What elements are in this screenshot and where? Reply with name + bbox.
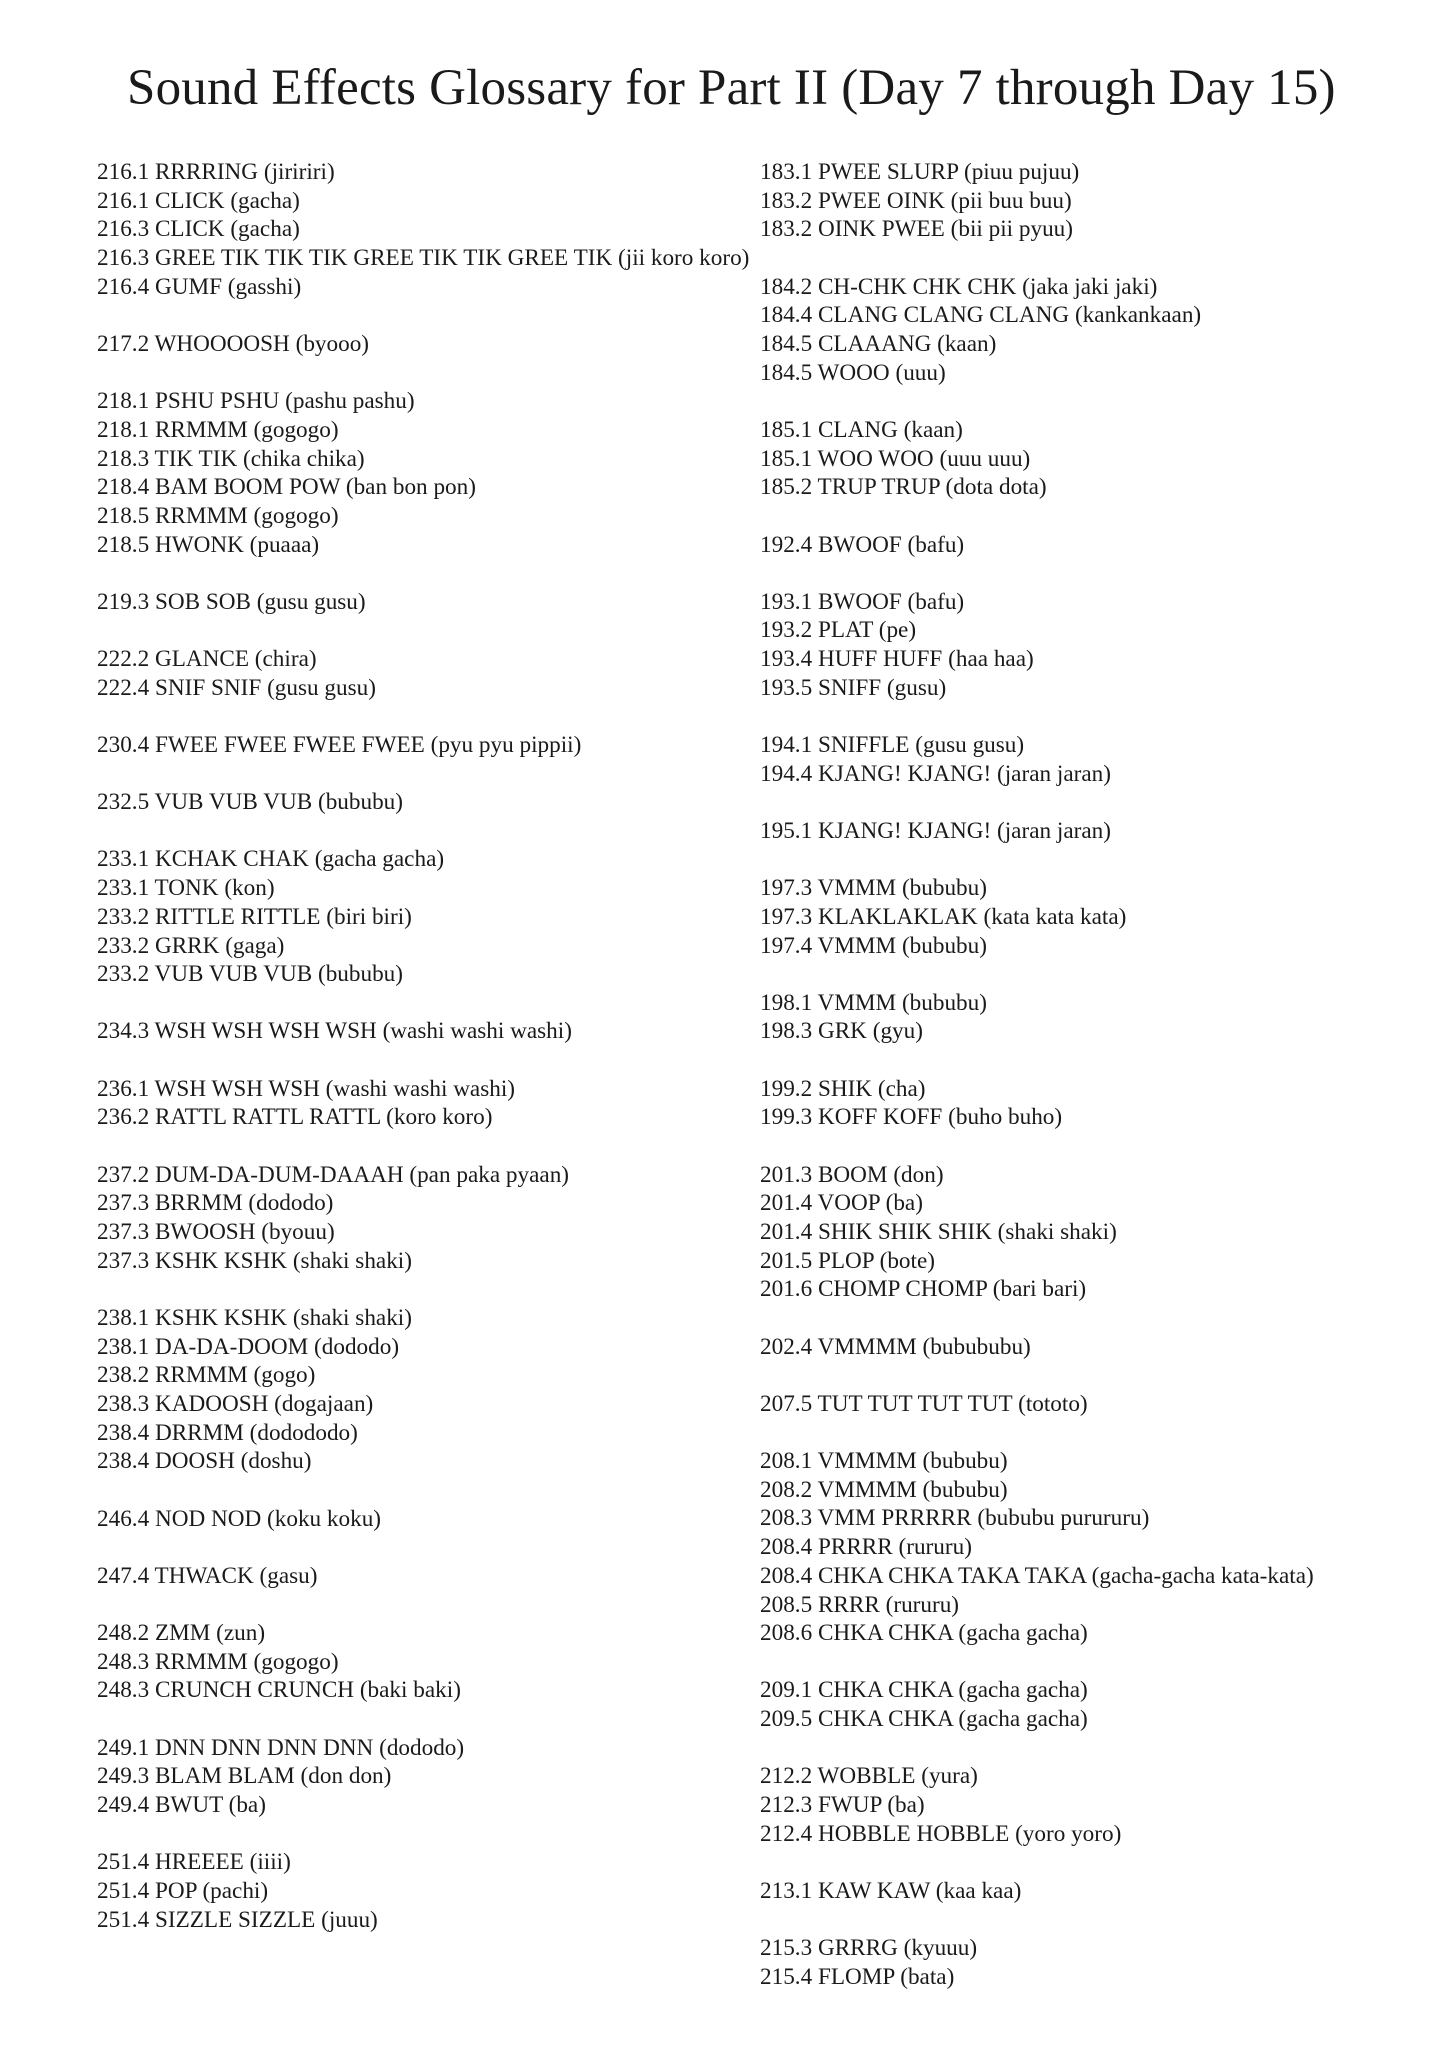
glossary-left-column (97, 158, 750, 1963)
glossary-entry: 233.1 KCHAK CHAK (gacha gacha) (97, 846, 445, 873)
glossary-entry: 184.4 CLANG CLANG CLANG (kankankaan) (760, 302, 1202, 329)
glossary-group (760, 1676, 1440, 1733)
glossary-entry: 232.5 VUB VUB VUB (bububu) (97, 789, 403, 816)
glossary-group (760, 273, 1440, 388)
glossary-group (760, 817, 1440, 846)
glossary-entry: 249.3 BLAM BLAM (don don) (97, 1763, 392, 1790)
glossary-entry: 249.4 BWUT (ba) (97, 1792, 266, 1819)
glossary-group (97, 788, 717, 817)
glossary-entry: 195.1 KJANG! KJANG! (jaran jaran) (760, 817, 1111, 844)
glossary-group (97, 1734, 717, 1820)
glossary-entry: 194.1 SNIFFLE (gusu gusu) (760, 732, 1025, 759)
glossary-entry: 185.1 CLANG (kaan) (760, 416, 963, 443)
glossary-entry: 202.4 VMMMM (bubububu) (760, 1333, 1031, 1360)
glossary-entry: 237.3 BWOOSH (byouu) (97, 1218, 335, 1245)
glossary-group (760, 1333, 1440, 1362)
glossary-entry: 185.1 WOO WOO (uuu uuu) (760, 445, 1031, 472)
glossary-entry: 201.3 BOOM (don) (760, 1161, 944, 1188)
glossary-entry: 216.3 GREE TIK TIK TIK GREE TIK TIK GREE TIK (jii koro koro) (97, 245, 750, 272)
glossary-entry: 199.3 KOFF KOFF (buho buho) (760, 1104, 1063, 1131)
glossary-entry: 247.4 THWACK (gasu) (97, 1562, 318, 1589)
glossary-entry: 208.2 VMMMM (bububu) (760, 1476, 1008, 1503)
glossary-entry: 207.5 TUT TUT TUT TUT (tototo) (760, 1390, 1088, 1417)
glossary-entry: 218.3 TIK TIK (chika chika) (97, 445, 365, 472)
glossary-entry: 184.5 CLAAANG (kaan) (760, 331, 997, 358)
glossary-group (97, 1848, 717, 1934)
glossary-entry: 218.5 HWONK (puaaa) (97, 531, 320, 558)
glossary-entry: 208.6 CHKA CHKA (gacha gacha) (760, 1620, 1088, 1647)
glossary-entry: 234.3 WSH WSH WSH WSH (washi washi washi) (97, 1018, 572, 1045)
glossary-entry: 183.2 OINK PWEE (bii pii pyuu) (760, 216, 1073, 243)
glossary-entry: 201.6 CHOMP CHOMP (bari bari) (760, 1276, 1087, 1303)
glossary-group (97, 1161, 717, 1276)
glossary-entry: 213.1 KAW KAW (kaa kaa) (760, 1877, 1022, 1904)
glossary-group (97, 588, 717, 617)
glossary-entry: 198.1 VMMM (bububu) (760, 989, 987, 1016)
glossary-group (760, 1075, 1440, 1132)
glossary-entry: 248.3 CRUNCH CRUNCH (baki baki) (97, 1677, 461, 1704)
glossary-entry: 193.5 SNIFF (gusu) (760, 674, 947, 701)
glossary-entry: 197.4 VMMM (bububu) (760, 932, 987, 959)
glossary-entry: 212.4 HOBBLE HOBBLE (yoro yoro) (760, 1820, 1122, 1847)
glossary-entry: 193.4 HUFF HUFF (haa haa) (760, 646, 1034, 673)
glossary-group (97, 330, 717, 359)
glossary-group (97, 731, 717, 760)
glossary-group (97, 158, 750, 302)
glossary-group (97, 845, 717, 989)
glossary-entry: 185.2 TRUP TRUP (dota dota) (760, 474, 1047, 501)
glossary-entry: 251.4 HREEEE (iiii) (97, 1849, 291, 1876)
glossary-group (760, 1762, 1440, 1848)
glossary-group (760, 588, 1440, 703)
glossary-entry: 219.3 SOB SOB (gusu gusu) (97, 588, 366, 615)
glossary-group (760, 531, 1440, 560)
glossary-entry: 208.5 RRRR (rururu) (760, 1591, 960, 1618)
glossary-entry: 218.1 PSHU PSHU (pashu pashu) (97, 388, 415, 415)
glossary-group (97, 1075, 717, 1132)
glossary-group (97, 1562, 717, 1591)
glossary-entry: 216.1 RRRRING (jiririri) (97, 159, 335, 185)
glossary-entry: 236.1 WSH WSH WSH (washi washi washi) (97, 1075, 516, 1102)
glossary-group (760, 1161, 1440, 1305)
glossary-group (97, 387, 717, 559)
glossary-entry: 184.2 CH-CHK CHK CHK (jaka jaki jaki) (760, 273, 1158, 300)
glossary-entry: 218.1 RRMMM (gogogo) (97, 416, 339, 443)
glossary-entry: 218.4 BAM BOOM POW (ban bon pon) (97, 474, 476, 501)
glossary-group (760, 1877, 1440, 1906)
glossary-entry: 216.1 CLICK (gacha) (97, 187, 300, 214)
glossary-entry: 216.4 GUMF (gasshi) (97, 273, 302, 300)
glossary-entry: 233.2 GRRK (gaga) (97, 932, 285, 959)
glossary-entry: 233.1 TONK (kon) (97, 875, 275, 902)
page-title: Sound Effects Glossary for Part II (Day 7 through Day 15) (127, 60, 1336, 116)
glossary-entry: 237.2 DUM-DA-DUM-DAAAH (pan paka pyaan) (97, 1161, 570, 1188)
glossary-entry: 193.1 BWOOF (bafu) (760, 588, 965, 615)
glossary-entry: 237.3 KSHK KSHK (shaki shaki) (97, 1247, 412, 1274)
glossary-entry: 217.2 WHOOOOSH (byooo) (97, 331, 370, 358)
glossary-entry: 201.5 PLOP (bote) (760, 1247, 935, 1274)
glossary-entry: 238.3 KADOOSH (dogajaan) (97, 1391, 374, 1417)
glossary-entry: 238.1 DA-DA-DOOM (dododo) (97, 1333, 400, 1360)
glossary-entry: 208.4 PRRRR (rururu) (760, 1534, 972, 1561)
glossary-group (760, 158, 1440, 244)
glossary-entry: 215.4 FLOMP (bata) (760, 1963, 955, 1990)
glossary-group (760, 874, 1440, 960)
glossary-entry: 216.3 CLICK (gacha) (97, 216, 300, 243)
glossary-entry: 222.2 GLANCE (chira) (97, 646, 317, 673)
glossary-entry: 218.5 RRMMM (gogogo) (97, 503, 339, 530)
glossary-entry: 238.4 DRRMM (dodododo) (97, 1419, 358, 1446)
glossary-entry: 238.2 RRMMM (gogo) (97, 1362, 316, 1389)
glossary-entry: 233.2 VUB VUB VUB (bububu) (97, 961, 403, 988)
glossary-group (97, 1505, 717, 1534)
glossary-entry: 199.2 SHIK (cha) (760, 1075, 926, 1102)
glossary-entry: 238.1 KSHK KSHK (shaki shaki) (97, 1304, 412, 1331)
glossary-group (760, 1934, 1440, 1991)
glossary-entry: 236.2 RATTL RATTL RATTL (koro koro) (97, 1104, 493, 1131)
glossary-entry: 194.4 KJANG! KJANG! (jaran jaran) (760, 760, 1111, 787)
glossary-right-column (760, 158, 1440, 2020)
glossary-entry: 233.2 RITTLE RITTLE (biri biri) (97, 903, 412, 930)
glossary-entry: 208.4 CHKA CHKA TAKA TAKA (gacha-gacha kata-kata) (760, 1562, 1314, 1589)
glossary-entry: 184.5 WOOO (uuu) (760, 359, 946, 386)
glossary-entry: 248.3 RRMMM (gogogo) (97, 1648, 339, 1675)
glossary-entry: 192.4 BWOOF (bafu) (760, 531, 965, 558)
glossary-entry: 197.3 KLAKLAKLAK (kata kata kata) (760, 903, 1127, 930)
glossary-entry: 251.4 POP (pachi) (97, 1877, 269, 1904)
glossary-entry: 209.1 CHKA CHKA (gacha gacha) (760, 1677, 1088, 1704)
glossary-entry: 238.4 DOOSH (doshu) (97, 1448, 312, 1475)
glossary-entry: 222.4 SNIF SNIF (gusu gusu) (97, 674, 376, 701)
glossary-group (760, 989, 1440, 1046)
glossary-entry: 193.2 PLAT (pe) (760, 617, 917, 644)
glossary-group (760, 416, 1440, 502)
glossary-entry: 230.4 FWEE FWEE FWEE FWEE (pyu pyu pippii) (97, 732, 582, 759)
glossary-entry: 201.4 SHIK SHIK SHIK (shaki shaki) (760, 1218, 1117, 1245)
glossary-entry: 248.2 ZMM (zun) (97, 1620, 266, 1647)
glossary-group (97, 645, 717, 702)
glossary-entry: 198.3 GRK (gyu) (760, 1018, 923, 1045)
glossary-entry: 183.2 PWEE OINK (pii buu buu) (760, 187, 1072, 214)
glossary-entry: 249.1 DNN DNN DNN DNN (dododo) (97, 1734, 465, 1761)
glossary-entry: 212.3 FWUP (ba) (760, 1792, 925, 1819)
glossary-entry: 183.1 PWEE SLURP (piuu pujuu) (760, 159, 1080, 185)
glossary-entry: 209.5 CHKA CHKA (gacha gacha) (760, 1706, 1088, 1733)
glossary-group (97, 1304, 717, 1476)
glossary-group (760, 1447, 1440, 1648)
glossary-entry: 251.4 SIZZLE SIZZLE (juuu) (97, 1906, 378, 1933)
glossary-entry: 212.2 WOBBLE (yura) (760, 1763, 978, 1790)
glossary-group (760, 731, 1440, 788)
glossary-entry: 208.1 VMMMM (bububu) (760, 1448, 1008, 1474)
glossary-entry: 246.4 NOD NOD (koku koku) (97, 1505, 382, 1532)
glossary-entry: 201.4 VOOP (ba) (760, 1190, 923, 1217)
glossary-group (97, 1619, 717, 1705)
glossary-entry: 208.3 VMM PRRRRR (bububu purururu) (760, 1505, 1150, 1532)
glossary-group (760, 1390, 1440, 1419)
glossary-entry: 197.3 VMMM (bububu) (760, 875, 987, 902)
glossary-group (97, 1017, 717, 1046)
glossary-entry: 215.3 GRRRG (kyuuu) (760, 1935, 978, 1962)
glossary-entry: 237.3 BRRMM (dododo) (97, 1190, 334, 1217)
